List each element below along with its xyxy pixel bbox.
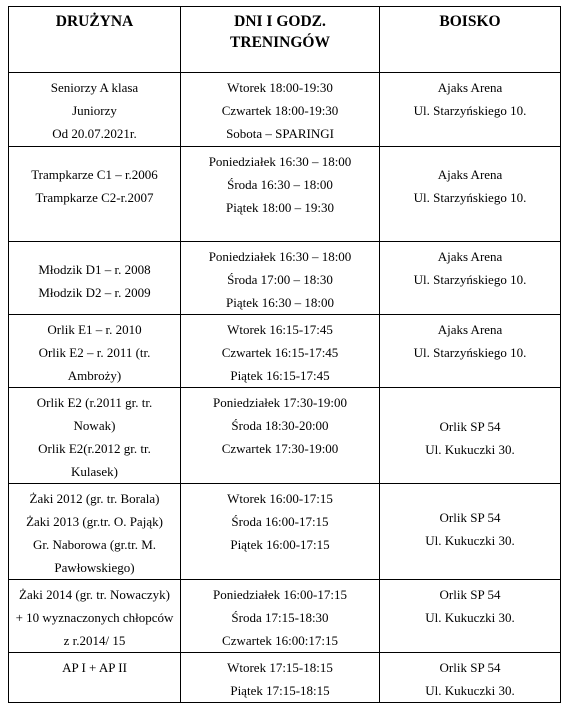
field-line: Ul. Kukuczki 30. [425,442,515,457]
field-cell [380,315,561,388]
days-cell [181,147,380,242]
days-cell [181,653,380,703]
header-days: DNI I GODZ. TRENINGÓW [181,7,380,73]
field-line: Orlik SP 54 [439,419,501,434]
days-line: Piątek 18:00 – 19:30 [226,200,334,215]
days-line: Środa 16:00-17:15 [231,514,329,529]
days-line: Środa 18:30-20:00 [231,418,329,433]
field-line: Orlik SP 54 [439,510,501,525]
team-line: Żaki 2014 (gr. tr. Nowaczyk) [19,587,170,602]
team-line: z r.2014/ 15 [63,633,126,648]
training-schedule-table [8,6,561,703]
team-line: Od 20.07.2021r. [52,126,137,141]
team-line: Młodzik D2 – r. 2009 [38,285,151,300]
days-cell [181,388,380,484]
field-line: Ul. Starzyńskiego 10. [413,345,527,360]
days-line: Czwartek 16:00:17:15 [222,633,338,648]
days-line: Piątek 16:30 – 18:00 [226,295,334,310]
header-field: BOISKO [380,7,561,73]
field-cell [380,484,561,580]
days-line: Wtorek 16:15-17:45 [227,322,333,337]
team-cell [9,388,181,484]
days-line: Czwartek 17:30-19:00 [221,441,339,456]
field-cell [380,242,561,315]
team-line: Orlik E2 (r.2011 gr. tr. [36,395,153,410]
field-line: Ul. Kukuczki 30. [425,533,515,548]
team-line: Ambroży) [67,368,122,383]
field-cell [380,73,561,147]
team-line: + 10 wyznaczonych chłopców [15,610,174,625]
days-line: Piątek 16:15-17:45 [230,368,330,383]
table-row [9,388,561,484]
field-line: Ul. Starzyńskiego 10. [413,103,527,118]
header-row [9,7,561,73]
field-line: Ajaks Arena [437,249,503,264]
field-line: Ul. Starzyńskiego 10. [413,272,527,287]
team-cell [9,242,181,315]
team-cell [9,653,181,703]
team-line: Orlik E2(r.2012 gr. tr. [38,441,151,456]
table-row [9,484,561,580]
table-row [9,315,561,388]
table-row [9,653,561,703]
days-line: Poniedziałek 16:30 – 18:00 [208,154,352,169]
days-line: Sobota – SPARINGI [226,126,334,141]
field-cell [380,147,561,242]
days-cell [181,73,380,147]
team-cell [9,484,181,580]
team-line: Orlik E2 – r. 2011 (tr. [38,345,151,360]
table-row [9,73,561,147]
days-cell [181,315,380,388]
header-team: DRUŻYNA [9,7,181,73]
team-line: Seniorzy A klasa [50,80,139,95]
team-line: Żaki 2013 (gr.tr. O. Pająk) [26,514,163,529]
days-line: Środa 17:00 – 18:30 [227,272,333,287]
team-line: Kulasek) [71,464,118,479]
team-line: Juniorzy [72,103,117,118]
field-line: Ajaks Arena [437,167,503,182]
days-line: Środa 17:15-18:30 [231,610,329,625]
table-row [9,242,561,315]
days-line: Czwartek 18:00-19:30 [221,103,339,118]
days-line: Poniedziałek 16:30 – 18:00 [208,249,352,264]
field-line: Orlik SP 54 [439,660,501,675]
field-line: Ul. Kukuczki 30. [425,683,515,698]
days-line: Piątek 16:00-17:15 [230,537,330,552]
days-line: Piątek 17:15-18:15 [230,683,330,698]
days-line: Wtorek 17:15-18:15 [227,660,333,675]
team-cell [9,315,181,388]
team-cell [9,147,181,242]
team-line: Trampkarze C2-r.2007 [35,190,154,205]
team-line: Trampkarze C1 – r.2006 [31,167,158,182]
days-cell [181,580,380,653]
field-line: Ajaks Arena [437,322,503,337]
team-line: Nowak) [73,418,116,433]
team-line: Orlik E1 – r. 2010 [47,322,142,337]
team-cell [9,73,181,147]
table-row [9,580,561,653]
table-row [9,147,561,242]
field-cell [380,653,561,703]
team-line: Żaki 2012 (gr. tr. Borala) [29,491,160,506]
team-line: Gr. Naborowa (gr.tr. M. [32,537,157,552]
days-line: Poniedziałek 16:00-17:15 [213,587,347,602]
team-cell [9,580,181,653]
days-cell [181,484,380,580]
team-line: AP I + AP II [62,660,127,675]
days-line: Wtorek 18:00-19:30 [227,80,333,95]
field-cell [380,388,561,484]
days-line: Poniedziałek 17:30-19:00 [213,395,347,410]
field-line: Ul. Starzyńskiego 10. [413,190,527,205]
field-line: Orlik SP 54 [439,587,501,602]
days-line: Czwartek 16:15-17:45 [221,345,339,360]
days-line: Wtorek 16:00-17:15 [227,491,333,506]
days-cell [181,242,380,315]
team-line: Młodzik D1 – r. 2008 [38,262,151,277]
field-line: Ul. Kukuczki 30. [425,610,515,625]
team-line: Pawłowskiego) [54,560,135,575]
days-line: Środa 16:30 – 18:00 [227,177,333,192]
field-cell [380,580,561,653]
field-line: Ajaks Arena [437,80,503,95]
